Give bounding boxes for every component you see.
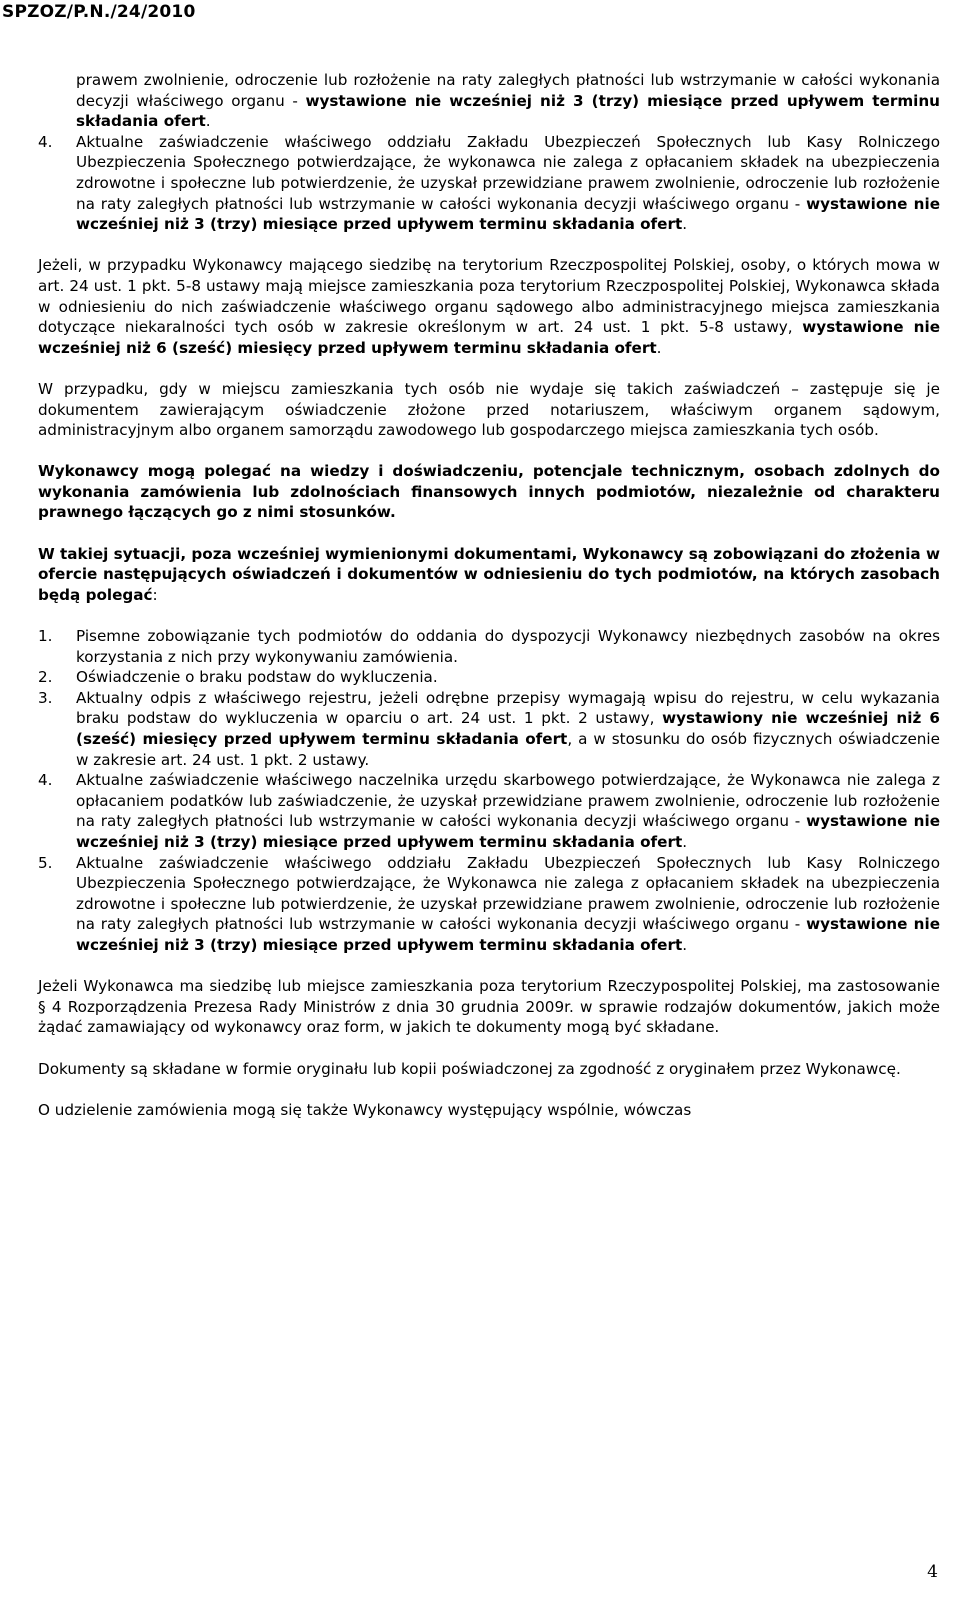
list-item-end: . <box>682 935 688 954</box>
foreign-persons-text: Jeżeli, w przypadku Wykonawcy mającego siedzibę na terytorium Rzeczpospolitej Polskiej, osoby, o których mowa w art. 24 ust. 1 pkt. 5-8 ustawy mają miejsce zamieszkania poza terytorium Rzeczpospolitej Polskiej, Wykonawca składa w odniesieniu do nich zaświadczenie właściwego organu sądowego albo administracyjnego miejsca zamieszkania dotyczące niekaralności tych osób w zakresie określonym w art. 24 ust. 1 pkt. 5-8 ustawy, <box>38 256 940 337</box>
list-item-text: Aktualne zaświadczenie właściwego oddziału Zakładu Ubezpieczeń Społecznych lub Kasy Rolniczego Ubezpieczenia Społecznego potwierdzające, że wykonawca nie zalega z opłacaniem składek na ubezpieczenia zdrowotne i społeczne lub potwierdzenie, że uzyskał przewidziane prawem zwolnienie, odroczenie lub rozłożenie na raty zaległych płatności lub wstrzymanie w całości wykonania decyzji właściwego organu - <box>76 132 940 213</box>
top-fragment-paragraph <box>38 70 940 132</box>
list-item-end: . <box>682 215 688 234</box>
list-item-4-top <box>38 132 940 235</box>
situation-end: : <box>152 585 158 604</box>
list-item-end: , a w stosunku do osób fizycznych oświadczenie w zakresie art. 24 ust. 1 pkt. 2 ustawy. <box>76 730 940 769</box>
list-number: 3. <box>38 688 53 707</box>
document-body <box>38 70 940 1120</box>
regulation-paragraph: Jeżeli Wykonawca ma siedzibę lub miejsce zamieszkania poza terytorium Rzeczypospolitej Polskiej, ma zastosowanie § 4 Rozporządzenia Prezesa Rady Ministrów z dnia 30 grudnia 2009r. w sprawie rodzajów dokumentów, jakich może żądać zamawiający od wykonawcy oraz form, w jakich te dokumenty mogą być składane. <box>38 977 940 1037</box>
top-fragment-text: prawem zwolnienie, odroczenie lub rozłożenie na raty zaległych płatności lub wstrzymanie w całości wykonania decyzji właściwego organu - <box>76 71 940 110</box>
foreign-persons-bold: wystawione nie wcześniej niż 6 (sześć) miesięcy przed upływem terminu składania ofert <box>38 318 940 357</box>
list-item-bold: wystawione nie wcześniej niż 3 (trzy) miesiące przed upływem terminu składania ofert <box>76 812 940 851</box>
list-number: 4. <box>38 771 53 790</box>
joint-bidders-paragraph: O udzielenie zamówienia mogą się także Wykonawcy występujący wspólnie, wówczas <box>38 1100 692 1119</box>
list-item-end: . <box>682 832 688 851</box>
top-fragment-bold: wystawione nie wcześniej niż 3 (trzy) miesiące przed upływem terminu składania ofert <box>76 91 940 131</box>
situation-bold: W takiej sytuacji, poza wcześniej wymienionymi dokumentami, Wykonawcy są zobowiązani do złożenia w ofercie następujących oświadczeń i dokumentów w odniesieniu do tych podmiotów, na których zasobach będą polegać <box>38 544 940 604</box>
notary-paragraph: W przypadku, gdy w miejscu zamieszkania tych osób nie wydaje się takich zaświadczeń – zastępuje się je dokumentem zawierającym oświadczenie złożone przed notariuszem, właściwym organem sądowym, administracyjnym albo organem samorządu zawodowego lub gospodarczego miejsca zamieszkania tych osób. <box>38 379 940 440</box>
list-item-bold: wystawione nie wcześniej niż 3 (trzy) miesiące przed upływem terminu składania ofert <box>76 194 940 234</box>
list-item-bold: wystawiony nie wcześniej niż 6 (sześć) miesięcy przed upływem terminu składania ofert <box>76 709 940 748</box>
list-item-text: Aktualne zaświadczenie właściwego oddziału Zakładu Ubezpieczeń Społecznych lub Kasy Rolniczego Ubezpieczenia Społecznego potwierdzające, że Wykonawca nie zalega z opłacaniem składek na ubezpieczenia zdrowotne i społeczne lub potwierdzenie, że uzyskał przewidziane prawem zwolnienie, odroczenie lub rozłożenie na raty zaległych płatności lub wstrzymanie w całości wykonania decyzji właściwego organu - <box>76 853 940 934</box>
page-number: 4 <box>927 1562 938 1582</box>
list-item-body <box>76 688 940 770</box>
list-item <box>38 853 940 956</box>
reliance-paragraph <box>38 461 940 523</box>
foreign-persons-paragraph <box>38 255 940 358</box>
top-fragment-end: . <box>205 112 211 131</box>
reliance-bold: Wykonawcy mogą polegać na wiedzy i doświadczeniu, potencjale technicznym, osobach zdolnych do wykonania zamówienia lub zdolnościach finansowych innych podmiotów, niezależnie od charakteru prawnego łączących go z nimi stosunków. <box>38 462 940 522</box>
list-item-text: Aktualny odpis z właściwego rejestru, jeżeli odrębne przepisy wymagają wpisu do rejestru, w celu wykazania braku podstaw do wykluczenia w oparciu o art. 24 ust. 1 pkt. 2 ustawy, <box>76 688 940 728</box>
list-item-body <box>76 132 940 235</box>
list-number: 1. <box>38 627 53 646</box>
list-item <box>38 626 940 667</box>
list-item <box>38 770 940 852</box>
situation-paragraph <box>38 544 940 606</box>
copies-paragraph: Dokumenty są składane w formie oryginału lub kopii poświadczonej za zgodność z oryginałem przez Wykonawcę. <box>38 1059 901 1078</box>
list-number: 5. <box>38 853 53 872</box>
foreign-persons-end: . <box>656 338 662 357</box>
list-item-bold: wystawione nie wcześniej niż 3 (trzy) miesiące przed upływem terminu składania ofert <box>76 915 940 954</box>
documents-list <box>38 626 940 956</box>
document-reference: SPZOZ/P.N./24/2010 <box>2 2 196 22</box>
list-item-body: Pisemne zobowiązanie tych podmiotów do oddania do dyspozycji Wykonawcy niezbędnych zasobów na okres korzystania z nich przy wykonywaniu zamówienia. <box>76 627 940 666</box>
list-number: 4. <box>38 132 53 151</box>
list-item-text: Aktualne zaświadczenie właściwego naczelnika urzędu skarbowego potwierdzające, że Wykonawca nie zalega z opłacaniem podatków lub zaświadczenie, że uzyskał przewidziane prawem zwolnienie, odroczenie lub rozłożenie na raty zaległych płatności lub wstrzymanie w całości wykonania decyzji właściwego organu - <box>76 771 940 831</box>
list-item-body: Oświadczenie o braku podstaw do wykluczenia. <box>76 668 438 687</box>
list-item-body <box>76 770 940 852</box>
list-item-body <box>76 853 940 956</box>
list-number: 2. <box>38 668 53 687</box>
list-item <box>38 688 940 770</box>
list-item <box>38 667 940 688</box>
